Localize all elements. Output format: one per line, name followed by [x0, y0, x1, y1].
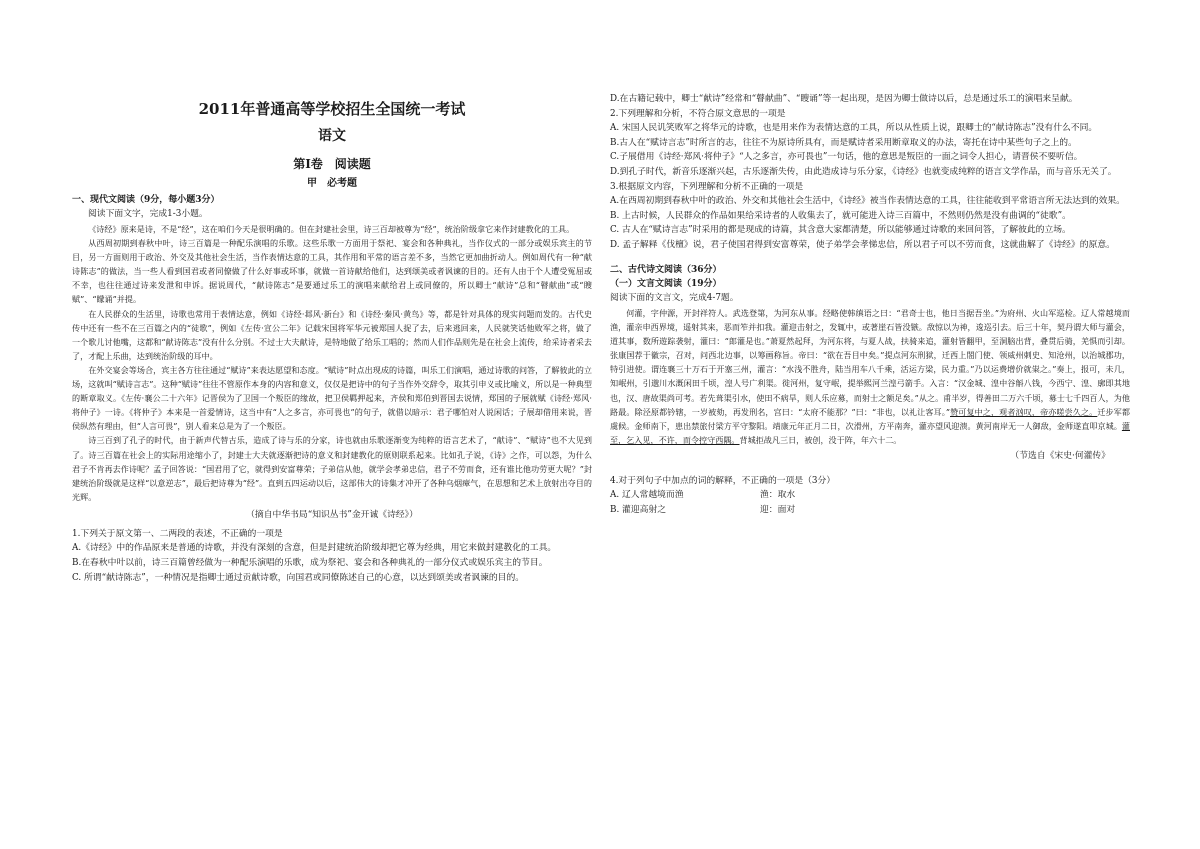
question-4-option-b — [610, 503, 1130, 518]
classical-subheading: （一）文言文阅读（19分） — [610, 278, 722, 289]
passage-paragraph-5: 诗三百到了孔子的时代，由于新声代替古乐，造成了诗与乐的分家，诗也就由乐歌逐渐变为纯粹的语言艺术了，“献诗”、“赋诗”也不大见到了。诗三百篇在社会上的实际用途缩小了，封建士大夫就逐渐把诗的意义和封建教化的原则联系起来。比如孔子说，《诗》之作，可以怨，为什么君子不肯再去作诗呢？孟子回答说：“国君用了它，就得到安富尊荣；子弟信从他，就学会孝弟忠信，君子不劳而食，还有谁比他功劳更大呢？”封建统治阶级就是这样“以意逆志”，最后把诗尊为“经”。直到五四运动以后，这部伟大的诗集才冲开了各种乌烟瘴气，在思想和艺术上放射出夺目的光辉。 — [72, 435, 592, 502]
modern-reading-heading: 一、现代文阅读（9分，每小题3分） — [72, 195, 220, 205]
classical-passage-part-3: 背城拒战凡三日，被创，没于阵，年六十二。 — [739, 434, 902, 445]
subject-title: 语文 — [318, 128, 346, 144]
question-2-option-c: C.子展借用《诗经·郑风·将仲子》“人之多言，亦可畏也”一句话，他的意思是叛臣的一面之词令人担心，请晋侯不要听信。 — [610, 152, 1083, 163]
classical-passage — [610, 306, 1130, 447]
question-2-option-d: D.到孔子时代，新音乐逐渐兴起，古乐逐渐失传，由此造成诗与乐分家，《诗经》也就变成纯粹的语言文学作品，而与音乐无关了。 — [610, 166, 1117, 177]
exam-title: 2011年普通高等学校招生全国统一考试 — [198, 100, 466, 118]
question-4-option-b-gloss: 迎：面对 — [760, 505, 796, 516]
question-1-option-c: C. 所谓“献诗陈志”，一种情况是指卿士通过贡献诗歌，向国君或同僚陈述自己的心意，以达到颂美或者讽谏的目的。 — [72, 572, 525, 583]
right-column — [610, 92, 1130, 518]
classical-passage-part-1: 何灌，字仲源，开封祥符人。武选登第，为河东从事。经略使韩缜语之曰：“君奇士也，他日当据吾坐。”为府州、火山军巡检。辽人常越境而渔，灌亲申西界境，遥射其来，恶而笮并扣我。灌迎击射之，发辄中，或著崖石皆没镞。敌惊以为神，逡巡引去。后三十年，契丹谓大师与灌会，道其事，数所遊踪袭射，灌曰：“郎灌是也。”萧夏然起拜，为河东将，与夏人战，扶骑来追，灌射皆翻甲，至洞脑出背，叠贯后骑，羌惧而引却。张康国荐于徽宗，召对，问西北边事，以筹画称旨。帝曰：“欲在吾目中矣。”提点河东刑狱，迁西上閤门使、领威州刺史、知沧州，以治城郡功，特引进使。谓连襄三十万石于开塞三州，灌言：“水浅不胜舟，陆当用车八千乘，活运方梁，民力重。”乃以运费增价就粜之。”奏上，报可，未几，知岷州，引邈川水溉闲田千顷，湟人号广利渠。徙河州，复守岷，提举熙河兰湟弓箭手。入言：“汉金城、湟中谷斛八钱，今西宁、湟、廓即其地也，汉、唐故渠尚可考。若先葺渠引水，使田不病旱，则人乐应募，而射士之额足矣。”从之。甫半岁，得善田二万六千顷，募士七千四百人，为他路最。除泾原都钤辖，一岁被劾，再发刑名，宫曰：“太府不能那？”曰：“非也，以礼让客耳。” — [610, 307, 1130, 417]
left-column — [72, 92, 592, 585]
question-4-option-b-sentence: B. 灌迎高射之 — [610, 505, 667, 516]
question-3-stem: 3.根据原文内容，下列理解和分析不正确的一项是 — [610, 181, 804, 192]
classical-heading: 二、古代诗文阅读（36分） — [610, 264, 722, 275]
question-2-stem: 2.下列理解和分析，不符合原文意思的一项是 — [610, 108, 786, 119]
question-1-option-d: D.在古籍记载中，卿士“献诗”经常和“瞽献曲”、“瞍诵”等一起出现，是因为卿士做诗以后，总是通过乐工的演唱来呈献。 — [610, 94, 1078, 104]
question-3-option-b: B. 上古时候，人民群众的作品如果给采诗者的人收集去了，就可能进入诗三百篇中，不然则仍然是没有曲调的“徒歌”。 — [610, 210, 1071, 221]
part-title: 第Ⅰ卷 阅读题 — [293, 157, 371, 171]
passage-paragraph-4: 在外交宴会等场合，宾主各方往往通过“赋诗”来表达愿望和态度。“赋诗”时点出现成的诗篇，叫乐工们演唱，通过诗歌的问答，了解彼此的立场，这就叫“赋诗言志”。这种“赋诗”往往不管原作本身的内容和意义，仅仅是把诗中的句子当作外交辞令，取其引申义或比喻义，所以是一种典型的断章取义。《左传·襄公二十六年》记晋侯为了卫国一个叛臣的缘故，把卫侯羁押起来，齐侯和郑伯到晋国去说情，郑国的子展就赋《诗经·郑风·将仲子》一诗。《将仲子》本来是一首爱情诗，这当中有“人之多言，亦可畏也”的句子，就借以暗示：君子哪怕对人说闲话；子展却借用来说，晋侯纵然有理由，但“人言可畏”，别人看来总是为了一个叛臣。 — [72, 364, 592, 432]
passage-paragraph-1: 《诗经》原来是诗，不是“经”，这在咱们今天是很明确的。但在封建社会里，诗三百却被尊为“经”，统治阶级拿它来作封建教化的工具。 — [88, 224, 575, 234]
question-3-option-d: D. 孟子解释《伐檀》说，君子使国君得到安富尊荣，使子弟学会孝悌忠信，所以君子可以不劳而食，这就曲解了《诗经》的原意。 — [610, 239, 1115, 250]
passage-source: （摘自中华书局“知识丛书”金开诚《诗经》） — [246, 509, 418, 520]
question-4-stem: 4.对于列句子中加点的词的解释，不正确的一项是（3分） — [610, 475, 836, 486]
modern-instruction: 阅读下面文字，完成1-3小题。 — [88, 209, 208, 220]
classical-passage-part-2: 迁步军都虞候。金师南下，患出禁旅付梁方平守黎阳。靖康元年正月二日，次滑州，方平南奔，灌亦望风迎溃。黄河南岸无一人御敌，金师遂直叩京城。 — [610, 406, 1130, 431]
question-1-option-b: B.在春秋中叶以前，诗三百篇曾经做为一种配乐演唱的乐歌，成为祭祀、宴会和各种典礼的一部分仪式或娱乐宾主的节目。 — [72, 558, 548, 569]
section-title: 甲 必考题 — [307, 178, 357, 189]
classical-source: （节选自《宋史·何灌传》 — [1010, 450, 1110, 461]
passage-paragraph-3: 在人民群众的生活里，诗歌也常用于表情达意，例如《诗经·邶风·新台》和《诗经·秦风·黄鸟》等，都是针对具体的现实问题而发的。古代史传中还有一些不在三百篇之内的“徒歌”，例如《左传·宣公二年》记载宋国将军华元被郑国人捉了去，后来逃回来，人民就笑话他败军之将，做了一个歌儿讨他嘴，这都和“献诗陈志”没有什么分别。不过士大夫献诗，是特地做了给乐工唱的；然而人们作品则先是在社会上流传，给采诗者采去了，才配上乐曲，达到统治阶级的耳中。 — [72, 308, 592, 361]
question-4-option-a-sentence: A. 辽人常越境而渔 — [610, 490, 684, 501]
underlined-sentence-1: 赞可复中之，观者汹叹，帝亦嗟尝久之。 — [950, 406, 1098, 417]
question-4-option-a — [610, 488, 1130, 503]
classical-instruction: 阅读下面的文言文，完成4-7题。 — [610, 293, 739, 304]
question-1-option-a: A.《诗经》中的作品原来是普通的诗歌，并没有深刻的含意，但是封建统治阶级却把它尊为经典，用它来做封建教化的工具。 — [72, 543, 557, 554]
question-1-stem: 1.下列关于原文第一、二两段的表述，不正确的一项是 — [72, 528, 283, 539]
question-4-option-a-gloss: 渔：取水 — [760, 490, 796, 501]
question-3-option-c: C. 古人在“赋诗言志”时采用的都是现成的诗篇，其含意大家都清楚，所以能够通过诗歌的来回问答，了解彼此的立场。 — [610, 225, 1071, 236]
question-2-option-b: B.古人在“赋诗言志”时所言的志，往往不为原诗所具有，而是赋诗者采用断章取义的办法，寄托在诗中某些句子之上的。 — [610, 137, 1077, 148]
question-2-option-a: A. 宋国人民讥笑败军之将华元的诗歌，也是用来作为表情达意的工具，所以从性质上说，跟卿士的“献诗陈志”没有什么不同。 — [610, 123, 1098, 134]
underlined-sentence-2: 灌至，乞入见，不许，而令控守西隅。 — [610, 420, 1130, 445]
passage-paragraph-2: 从西周初期到春秋中叶，诗三百篇是一种配乐演唱的乐歌。这些乐歌一方面用于祭祀、宴会和各种典礼，当作仪式的一部分或娱乐宾主的节目，另一方面则用于政治、外交及其他社会生活，当作表情达意的工具，其作用和平常的语言差不多，当然它更加曲折动人。例如周代有一种“献诗陈志”的做法，当一些人看到国君或者同僚做了什么好事或坏事，就做一首诗献给他们，达到颂美或者讽谏的目的。还有人由于个人遭受冤屈或不幸，也往往通过诗来发泄和申诉。据说周代，“献诗陈志”是要通过乐工的演唱来献给君上或同僚的，所以卿士“献诗”总和“瞽献曲”或“瞍赋”、“矇诵”并提。 — [72, 238, 592, 305]
question-3-option-a: A.在西周初期到春秋中叶的政治、外交和其他社会生活中，《诗经》被当作表情达意的工具，往往能收到平常语言所无法达到的效果。 — [610, 196, 1125, 207]
